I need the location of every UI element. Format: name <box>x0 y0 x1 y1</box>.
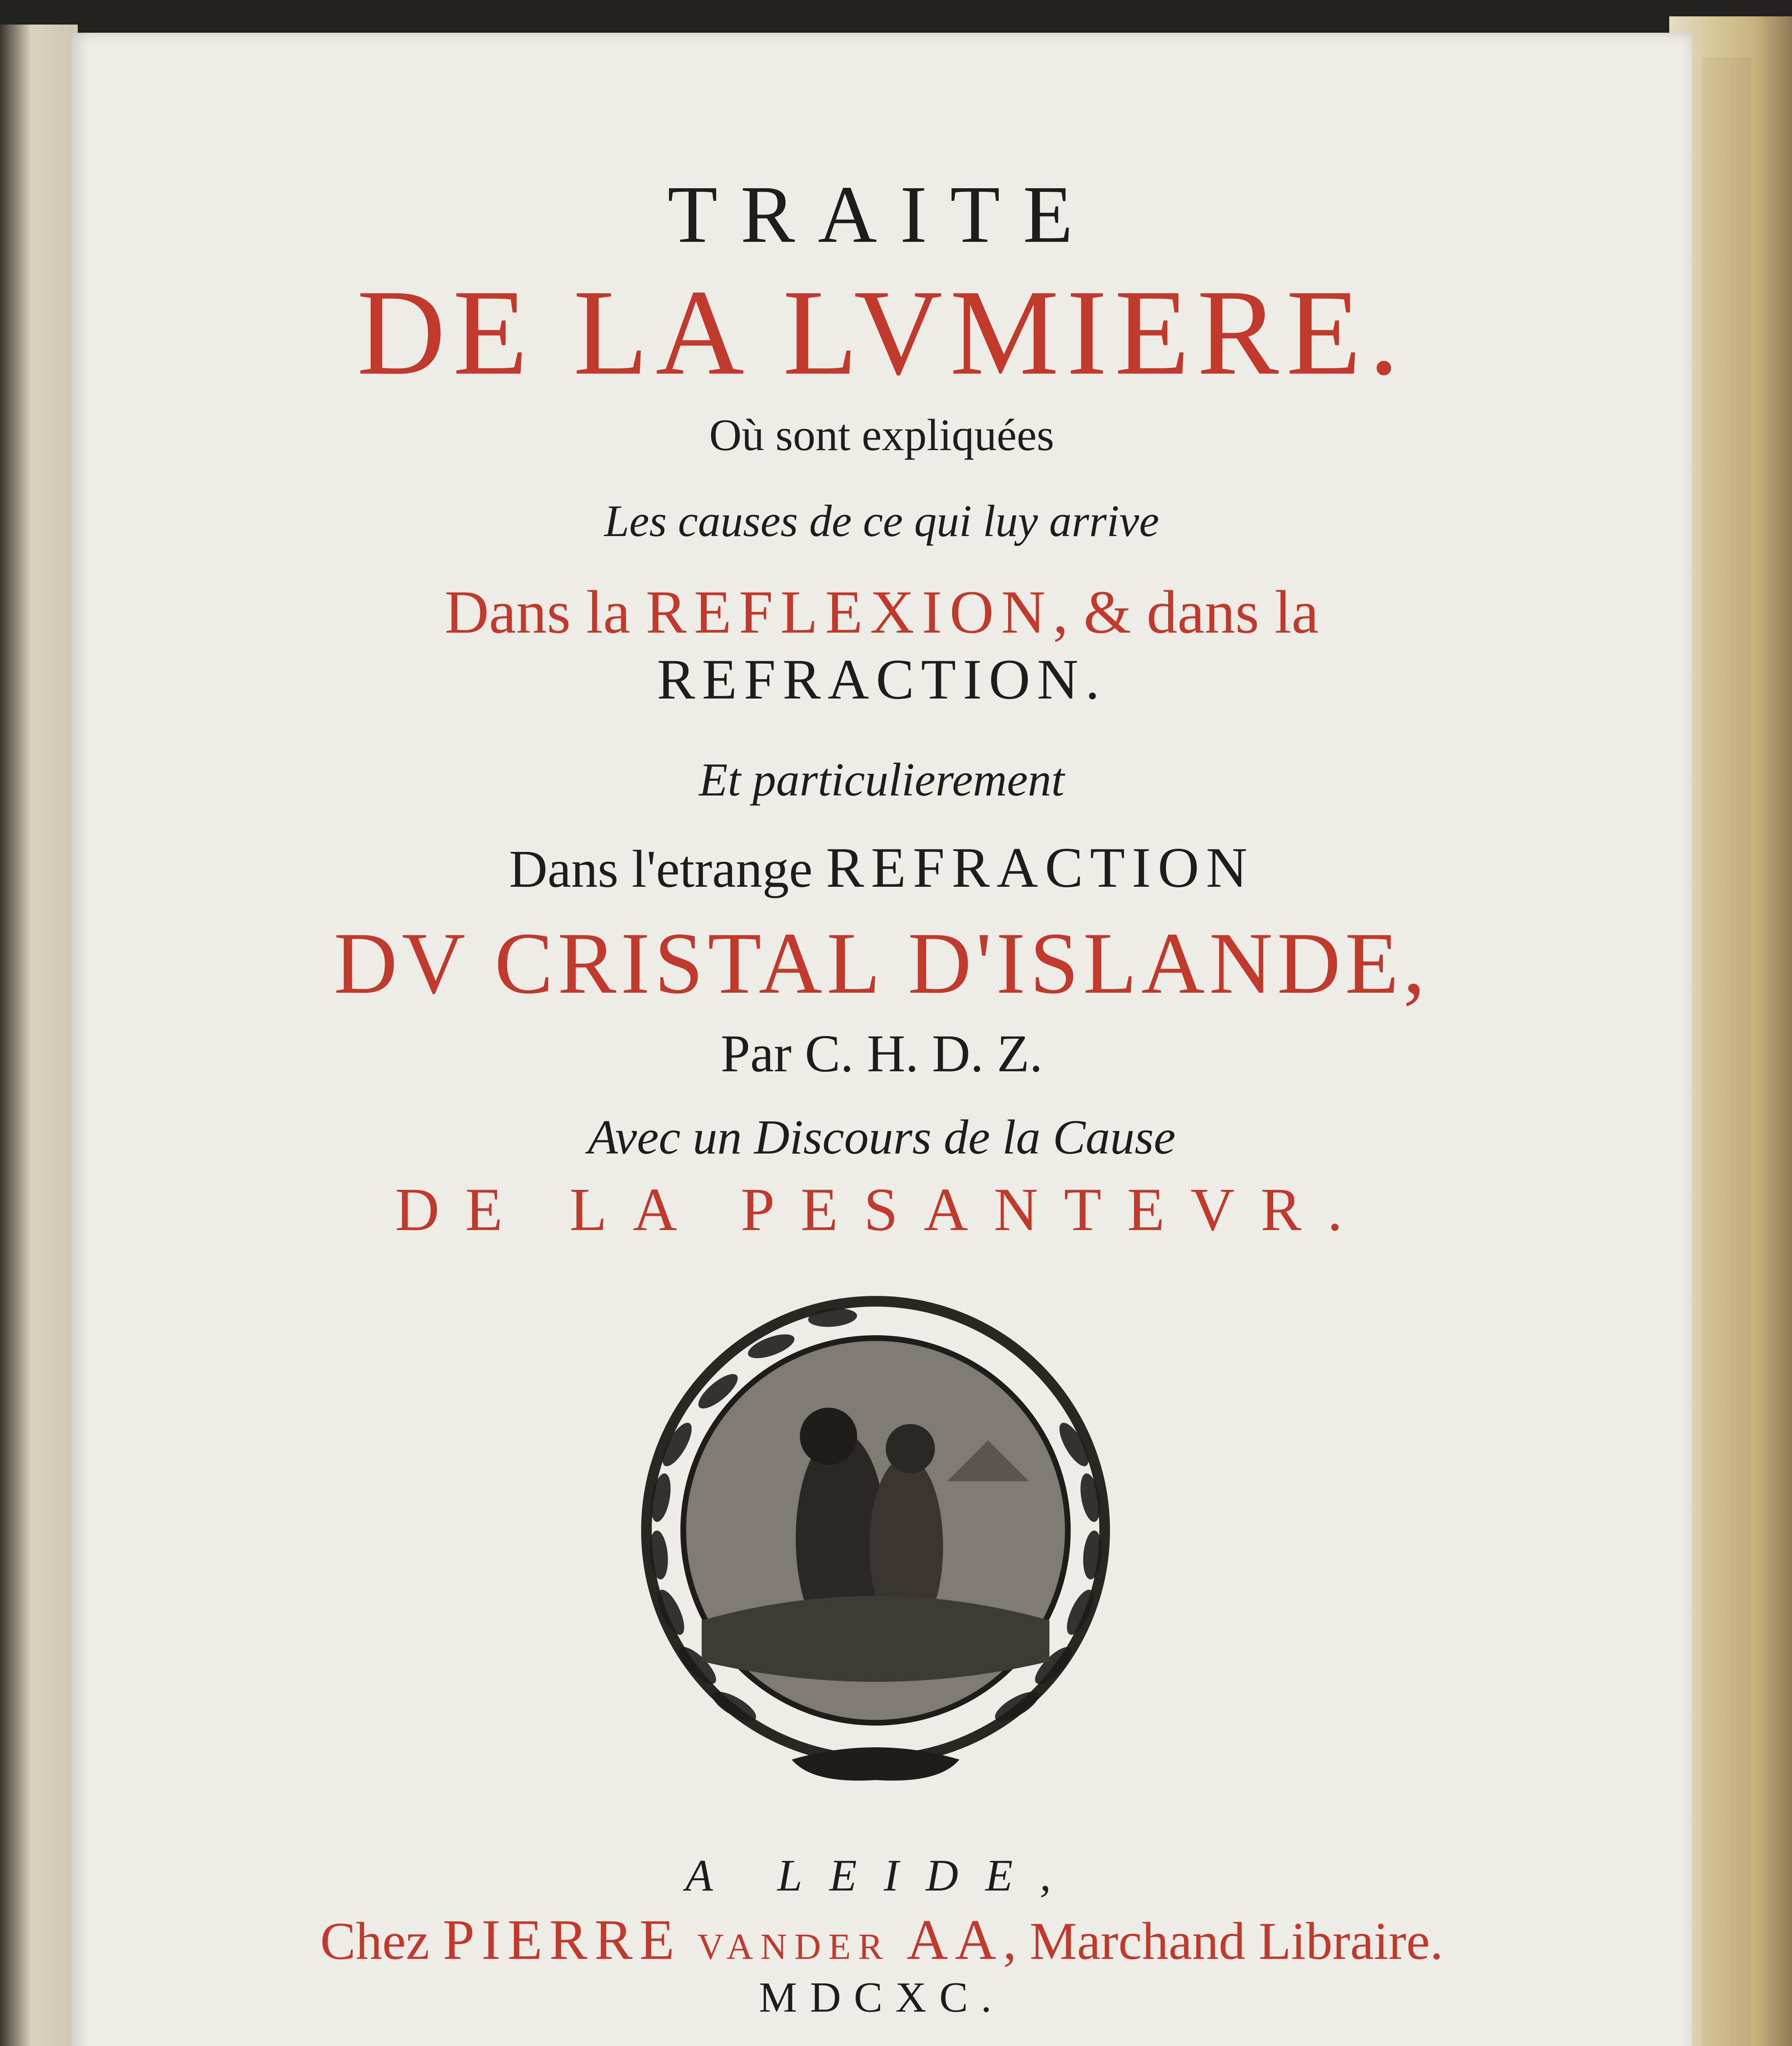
reflexion-suffix: , & dans la <box>1053 578 1319 646</box>
printers-device-vignette <box>579 1252 1172 1845</box>
reflexion-prefix: Dans la <box>444 578 646 646</box>
imprint-year: MDCXC. <box>759 1973 1005 2021</box>
right-page-stack <box>1702 57 1751 2046</box>
imprint-vander: VANDER <box>681 1927 907 1967</box>
pesanteur-line: DE LA PESANTEVR. <box>395 1176 1369 1244</box>
etrange-refraction-line <box>72 835 1692 901</box>
imprint-marchand: , Marchand Libraire. <box>1003 1912 1443 1971</box>
imprint-pierre: PIERRE <box>443 1908 682 1972</box>
subtitle-causes: Les causes de ce qui luy arrive <box>604 496 1159 546</box>
cristal-line: DV CRISTAL D'ISLANDE, <box>334 914 1430 1012</box>
imprint-aa: AA <box>907 1908 1003 1972</box>
subtitle-line: Où sont expliquées <box>709 410 1054 460</box>
main-title: DE LA LVMIERE. <box>357 264 1407 400</box>
etrange-refraction-word: REFRACTION <box>826 836 1254 899</box>
discours-line: Avec un Discours de la Cause <box>588 1110 1176 1164</box>
title-word-traite: TRAITE <box>667 169 1096 260</box>
particulierement-line: Et particulierement <box>699 754 1065 806</box>
title-page <box>72 33 1692 2046</box>
reflexion-word: REFLEXION <box>646 578 1053 646</box>
imprint-chez: Chez <box>320 1912 443 1971</box>
reflexion-line <box>72 577 1692 647</box>
author-line: Par C. H. D. Z. <box>720 1024 1043 1083</box>
imprint-publisher <box>72 1907 1692 1973</box>
etrange-prefix: Dans l'etrange <box>509 840 826 899</box>
left-binding-edge <box>0 25 78 2046</box>
imprint-place: A LEIDE, <box>685 1850 1078 1900</box>
refraction-line: REFRACTION. <box>657 648 1107 711</box>
